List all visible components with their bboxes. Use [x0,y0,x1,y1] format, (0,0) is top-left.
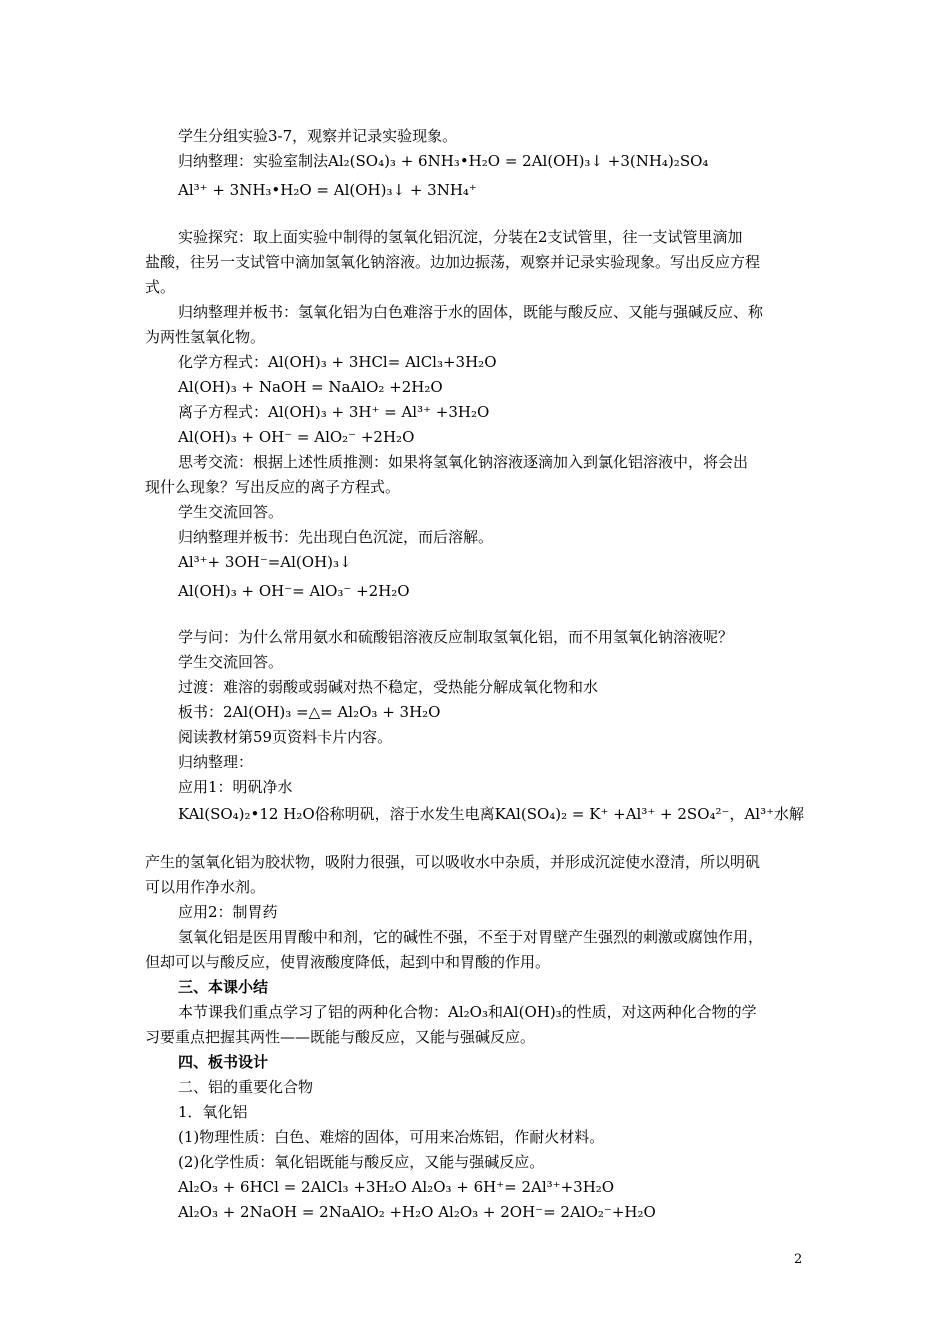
text-line: 归纳整理并板书：氢氧化铝为白色难溶于水的固体，既能与酸反应、又能与强碱反应、称 [178,303,764,321]
text-line: 二、铝的重要化合物 [178,1078,314,1096]
text-line: Al(OH)₃ + OH⁻= AlO₃⁻ +2H₂O [178,582,410,600]
text-line: Al³⁺ + 3NH₃•H₂O = Al(OH)₃↓ + 3NH₄⁺ [178,181,477,199]
text-line: 学与问：为什么常用氨水和硫酸铝溶液反应制取氢氧化铝，而不用氢氧化钠溶液呢？ [178,628,734,646]
text-line: 离子方程式：Al(OH)₃ + 3H⁺ = Al³⁺ +3H₂O [178,403,490,421]
page-number: 2 [794,1252,803,1267]
text-line: 产生的氢氧化铝为胶状物，吸附力很强，可以吸收水中杂质，并形成沉淀使水澄清，所以明矾 [145,853,761,871]
text-line: 归纳整理： [178,753,254,771]
text-line: 板书：2Al(OH)₃ =△= Al₂O₃ + 3H₂O [178,703,441,721]
text-line: 过渡：难溶的弱酸或弱碱对热不稳定，受热能分解成氧化物和水 [178,678,599,696]
text-line: 为两性氢氧化物。 [145,328,266,346]
section-heading: 三、本课小结 [178,978,269,996]
text-line: 学生交流回答。 [178,503,284,521]
text-line: 式。 [145,278,176,296]
text-line: Al(OH)₃ + OH⁻ = AlO₂⁻ +2H₂O [178,428,415,446]
text-line: 氢氧化铝是医用胃酸中和剂，它的碱性不强，不至于对胃壁产生强烈的刺激或腐蚀作用， [178,928,764,946]
text-line: 可以用作净水剂。 [145,878,266,896]
text-line: 思考交流：根据上述性质推测：如果将氢氧化钠溶液逐滴加入到氯化铝溶液中，将会出 [178,453,749,471]
text-line: 学生交流回答。 [178,653,284,671]
text-line: 实验探究：取上面实验中制得的氢氧化铝沉淀，分装在2支试管里，往一支试管里滴加 [178,228,743,246]
section-heading: 四、板书设计 [178,1053,269,1071]
text-line: (2)化学性质：氧化铝既能与酸反应，又能与强碱反应。 [178,1153,545,1171]
text-line: Al(OH)₃ + NaOH = NaAlO₂ +2H₂O [178,378,443,396]
text-line: 学生分组实验3-7，观察并记录实验现象。 [178,127,458,145]
text-line: 习要重点把握其两性——既能与酸反应，又能与强碱反应。 [145,1028,536,1046]
text-line: KAl(SO₄)₂•12 H₂O俗称明矾，溶于水发生电离KAl(SO₄)₂ = K⁺ +Al³⁺ + 2SO₄²⁻，Al³⁺水解 [178,805,805,823]
text-line: (1)物理性质：白色、难熔的固体，可用来冶炼铝，作耐火材料。 [178,1128,605,1146]
text-line: 本节课我们重点学习了铝的两种化合物：Al₂O₃和Al(OH)₃的性质，对这两种化合物的学 [178,1003,757,1021]
text-line: Al₂O₃ + 2NaOH = 2NaAlO₂ +H₂O Al₂O₃ + 2OH⁻= 2AlO₂⁻+H₂O [178,1203,656,1221]
text-line: 应用2：制胃药 [178,903,278,921]
text-line: 1．氧化铝 [178,1103,248,1121]
text-line: Al₂O₃ + 6HCl = 2AlCl₃ +3H₂O Al₂O₃ + 6H⁺= 2Al³⁺+3H₂O [178,1178,615,1196]
text-line: 盐酸，往另一支试管中滴加氢氧化钠溶液。边加边振荡，观察并记录实验现象。写出反应方程 [145,253,761,271]
text-line: 归纳整理并板书：先出现白色沉淀，而后溶解。 [178,528,494,546]
text-line: 阅读教材第59页资料卡片内容。 [178,728,393,746]
text-line: 现什么现象？写出反应的离子方程式。 [145,478,401,496]
text-line: 归纳整理：实验室制法Al₂(SO₄)₃ + 6NH₃•H₂O = 2Al(OH)₃↓ +3(NH₄)₂SO₄ [178,152,709,170]
text-line: Al³⁺+ 3OH⁻=Al(OH)₃↓ [178,553,352,571]
text-line: 但却可以与酸反应，使胃液酸度降低，起到中和胃酸的作用。 [145,953,551,971]
text-line: 应用1：明矾净水 [178,778,293,796]
text-line: 化学方程式：Al(OH)₃ + 3HCl= AlCl₃+3H₂O [178,353,497,371]
